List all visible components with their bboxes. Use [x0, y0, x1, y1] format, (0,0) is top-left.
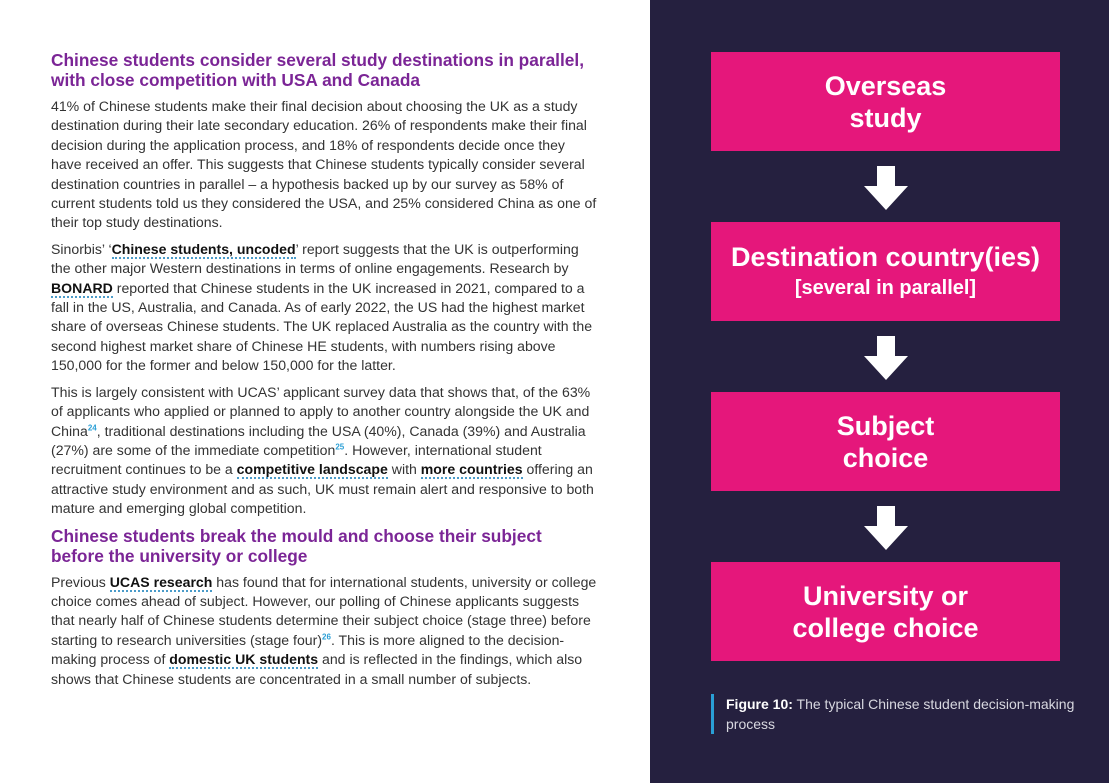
figure-panel [650, 0, 1109, 783]
step-subject-choice [711, 392, 1060, 491]
text-fragment: has found that for international students, university or college choice comes ahead of subject. However, our polling of Chinese applicants suggests that nearly half of Chinese students determine their subject choice (stage three) before starting to research universities (stage four) [51, 573, 597, 648]
down-arrow-icon [862, 334, 910, 382]
step-label: choice [842, 442, 929, 473]
figure-caption [711, 694, 1109, 734]
caption-text: The typical Chinese student decision-making process [726, 696, 1075, 732]
text-fragment: offering an attractive study environment and as such, UK must remain alert and responsive to both mature and emerging global competition. [51, 461, 594, 517]
paragraph-sinorbis [51, 240, 599, 376]
step-label: University or [802, 580, 969, 611]
step-label: Destination country(ies) [730, 241, 1041, 272]
footnote-ref-24[interactable]: 24 [87, 422, 97, 432]
footnote-ref-26[interactable]: 26 [322, 632, 331, 642]
footnote-ref-25[interactable]: 25 [335, 442, 345, 452]
section-heading-subject-first: Chinese students break the mould and choose their subject before the university or college [51, 525, 542, 566]
step-destination-countries [711, 222, 1060, 321]
step-label: study [849, 102, 922, 133]
caption-label: Figure 10: [726, 696, 793, 712]
link-competitive-landscape[interactable]: competitive landscape [236, 461, 388, 478]
paragraph-ucas-survey [51, 383, 599, 519]
step-university-choice [711, 562, 1060, 661]
paragraph-decision-timing: 41% of Chinese students make their final decision about choosing the UK as a study destination during their late secondary education. 26% of respondents make their final decision during the application process, and 18% of respondents decide once they have received an offer. This suggests that Chinese students typically consider several destination countries in parallel – a hypothesis backed up by our survey as 58% of current students told us they considered the USA, and 25% considered China as one of their top study destinations. [51, 98, 597, 231]
step-label: Subject [836, 410, 935, 441]
text-fragment: , traditional destinations including the USA (40%), Canada (39%) and Australia (27%) are some of the immediate competition [51, 422, 586, 458]
step-label: Overseas [824, 70, 947, 101]
link-chinese-students-uncoded[interactable]: Chinese students, uncoded [111, 240, 296, 257]
link-ucas-research[interactable]: UCAS research [109, 573, 213, 590]
text-fragment: . This is more aligned to the decision-making process of [51, 631, 565, 668]
step-overseas-study [711, 52, 1060, 151]
down-arrow-icon [862, 164, 910, 212]
text-fragment: with [387, 461, 421, 478]
paragraph-subject-choice [51, 573, 599, 689]
link-more-countries[interactable]: more countries [420, 461, 523, 478]
step-label: college choice [792, 612, 979, 643]
text-fragment: This is largely consistent with UCAS’ applicant survey data that shows that, of the 63% of applicants who applied or planned to apply to another country alongside the UK and China [51, 383, 591, 439]
text-fragment: and is reflected in the findings, which also shows that Chinese students are concentrated in a small number of subjects. [51, 651, 583, 687]
text-fragment: Previous [51, 573, 110, 590]
text-fragment: reported that Chinese students in the UK increased in 2021, compared to a fall in the US, Australia, and Canada. As of early 2022, the US had the highest market share of overseas Chinese students. The UK replaced Australia as the country with the second highest market share of Chinese HE students, with numbers rising above 150,000 for the former and below 150,000 for the latter. [51, 279, 593, 374]
article-body [51, 50, 599, 689]
step-sublabel: [several in parallel] [794, 276, 977, 299]
down-arrow-icon [862, 504, 910, 552]
link-domestic-uk-students[interactable]: domestic UK students [169, 651, 319, 668]
section-heading-destinations: Chinese students consider several study destinations in parallel, with close competition with USA and Canada [51, 50, 585, 90]
text-fragment: . However, international student recruitment continues to be a [51, 441, 542, 478]
text-fragment: ’ report suggests that the UK is outperforming the other major Western destinations in terms of online engagements. Research by [51, 240, 579, 277]
link-bonard[interactable]: BONARD [51, 279, 113, 296]
text-fragment: Sinorbis’ ‘ [51, 240, 112, 257]
